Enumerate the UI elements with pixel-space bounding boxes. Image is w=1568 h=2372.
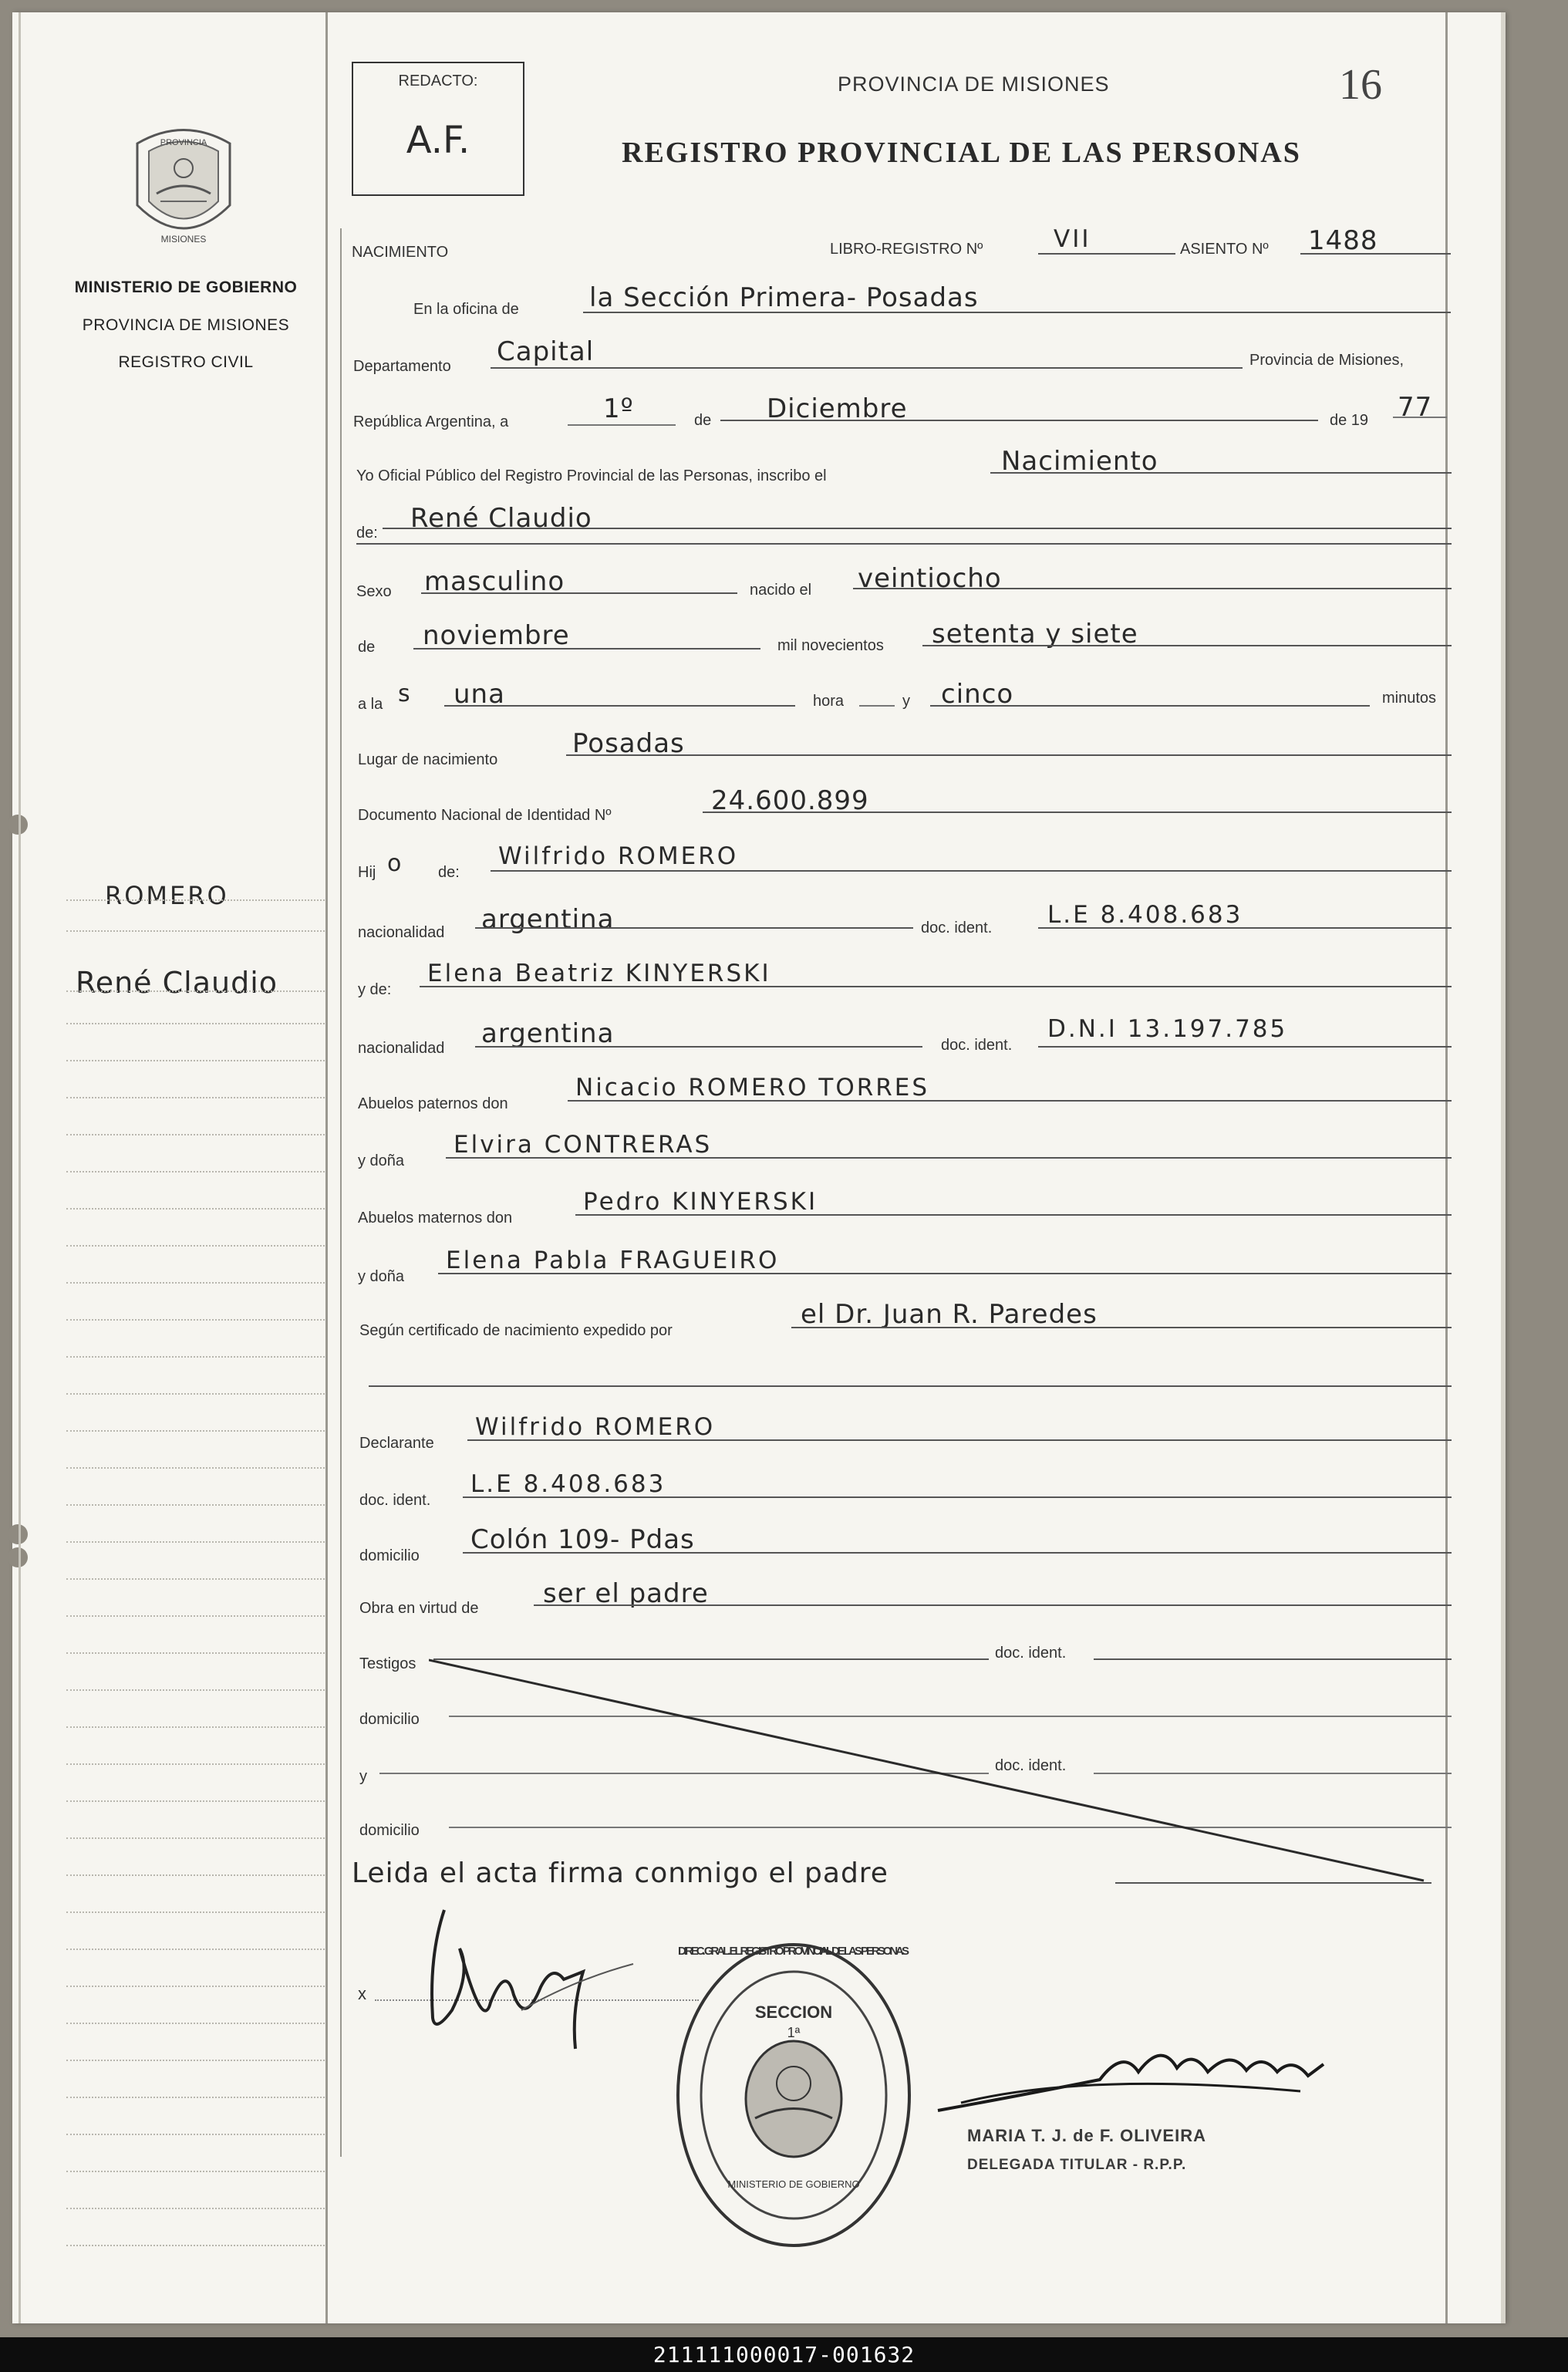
domicilio-line bbox=[463, 1552, 1452, 1554]
margin-line bbox=[66, 1911, 325, 1913]
official-signature bbox=[930, 2018, 1331, 2126]
margin-line bbox=[66, 1319, 325, 1321]
margin-line bbox=[66, 1245, 325, 1247]
de-nombre-value: René Claudio bbox=[410, 503, 592, 534]
declarante-doc-line bbox=[463, 1496, 1452, 1498]
certificado-line-2 bbox=[369, 1385, 1452, 1387]
margin-line bbox=[66, 1615, 325, 1617]
mes-line bbox=[720, 420, 1318, 421]
margin-line bbox=[66, 1208, 325, 1210]
margin-line bbox=[66, 990, 325, 992]
margin-line bbox=[66, 1393, 325, 1395]
domicilio-value: Colón 109- Pdas bbox=[470, 1524, 695, 1555]
declarante-doc-value: L.E 8.408.683 bbox=[470, 1470, 666, 1498]
de-label: de bbox=[694, 412, 712, 429]
registry-title: REGISTRO PROVINCIAL DE LAS PERSONAS bbox=[622, 137, 1301, 169]
abuela-mat-value: Elena Pabla FRAGUEIRO bbox=[446, 1247, 780, 1274]
lugar-label: Lugar de nacimiento bbox=[358, 751, 498, 768]
binder-hole bbox=[8, 1524, 28, 1544]
testigo1-doc-label: doc. ident. bbox=[995, 1645, 1067, 1662]
hijo-label: Hij bbox=[358, 864, 376, 881]
margin-given-names: René Claudio bbox=[76, 966, 278, 1000]
de-nombre-line bbox=[383, 528, 1452, 529]
hijo-suffix: o bbox=[387, 850, 403, 877]
madre-doc-value: D.N.I 13.197.785 bbox=[1047, 1015, 1288, 1043]
form-right-border bbox=[1445, 12, 1448, 2323]
margin-line bbox=[66, 1800, 325, 1802]
margin-line bbox=[66, 1430, 325, 1432]
declarant-signature bbox=[398, 1895, 652, 2072]
ministry-heading: MINISTERIO DE GOBIERNO bbox=[74, 278, 298, 296]
testigos-label: Testigos bbox=[359, 1655, 416, 1672]
dni-value: 24.600.899 bbox=[711, 785, 869, 816]
testigo1-domicilio-label: domicilio bbox=[359, 1711, 420, 1728]
abuela-mat-label: y doña bbox=[358, 1268, 405, 1285]
official-name: MARIA T. J. de F. OLIVEIRA bbox=[967, 2126, 1206, 2145]
oficial-label: Yo Oficial Público del Registro Provincial de las Personas, inscribo el bbox=[356, 467, 827, 484]
stamp-section-number: 1ª bbox=[787, 2025, 801, 2040]
obra-value: ser el padre bbox=[543, 1578, 709, 1609]
anio-value: 77 bbox=[1398, 392, 1433, 423]
hora-value: una bbox=[454, 679, 505, 710]
province-heading: PROVINCIA DE MISIONES bbox=[82, 316, 290, 334]
margin-line bbox=[66, 1097, 325, 1098]
stamp-section: SECCION bbox=[754, 2003, 833, 2022]
hora-line bbox=[444, 705, 795, 707]
margin-line bbox=[66, 930, 325, 932]
declarante-line bbox=[467, 1439, 1452, 1441]
minutos-line bbox=[930, 705, 1370, 707]
dni-label: Documento Nacional de Identidad Nº bbox=[358, 807, 612, 824]
nacido-line bbox=[853, 588, 1452, 589]
binder-hole bbox=[8, 1547, 28, 1567]
margin-line bbox=[66, 1467, 325, 1469]
margin-line bbox=[66, 1763, 325, 1765]
anio-line bbox=[1393, 417, 1447, 418]
margin-line bbox=[66, 1060, 325, 1061]
abuelos-mat-label: Abuelos maternos don bbox=[358, 1210, 513, 1226]
margin-line bbox=[66, 1282, 325, 1284]
hora-gap-line bbox=[859, 705, 895, 707]
padre-nac-label: nacionalidad bbox=[358, 924, 445, 941]
margin-line bbox=[66, 2060, 325, 2061]
libro-label: LIBRO-REGISTRO Nº bbox=[830, 241, 983, 258]
madre-value: Elena Beatriz KINYERSKI bbox=[427, 960, 771, 987]
margin-line bbox=[66, 1023, 325, 1024]
margin-line bbox=[66, 2097, 325, 2098]
oficina-line bbox=[583, 312, 1451, 313]
madre-nac-label: nacionalidad bbox=[358, 1040, 445, 1057]
dia-line bbox=[568, 424, 676, 426]
margin-line bbox=[66, 1949, 325, 1950]
yde-label: y de: bbox=[358, 981, 392, 998]
margin-line bbox=[66, 1356, 325, 1358]
alas-value: s bbox=[398, 680, 411, 707]
libro-value: VII bbox=[1054, 225, 1091, 253]
abuelo-pat-line bbox=[568, 1100, 1452, 1102]
margin-line bbox=[66, 1171, 325, 1173]
margin-line bbox=[66, 2134, 325, 2135]
mes-nac-value: noviembre bbox=[423, 620, 570, 651]
anio-label: de 19 bbox=[1330, 412, 1369, 429]
margin-line bbox=[66, 1652, 325, 1654]
testigos-cancel-line bbox=[429, 1655, 1431, 1887]
mil-value: setenta y siete bbox=[932, 619, 1138, 650]
seal-text-top: PROVINCIA bbox=[160, 138, 207, 147]
leida-value: Leida el acta firma conmigo el padre bbox=[352, 1857, 889, 1889]
margin-line bbox=[66, 1541, 325, 1543]
redacto-label: REDACTO: bbox=[398, 73, 478, 89]
padre-line bbox=[491, 870, 1452, 872]
margin-line bbox=[66, 2023, 325, 2024]
de-nombre-label: de: bbox=[356, 525, 378, 542]
certificado-line bbox=[791, 1327, 1452, 1328]
misiones-seal-icon bbox=[122, 120, 245, 259]
certificado-label: Según certificado de nacimiento expedido por bbox=[359, 1322, 673, 1339]
republica-label: República Argentina, a bbox=[353, 413, 509, 430]
oficina-value: la Sección Primera- Posadas bbox=[589, 282, 979, 313]
sexo-line bbox=[421, 592, 737, 594]
archive-code: 211111000017-001632 bbox=[0, 2337, 1568, 2372]
mes-value: Diciembre bbox=[767, 393, 908, 424]
margin-line bbox=[66, 1134, 325, 1135]
dni-line bbox=[703, 811, 1452, 813]
nacido-label: nacido el bbox=[750, 582, 812, 599]
redacto-initials: A.F. bbox=[406, 119, 470, 162]
madre-doc-label: doc. ident. bbox=[941, 1037, 1013, 1054]
madre-nac-line bbox=[475, 1046, 922, 1048]
padre-doc-label: doc. ident. bbox=[921, 919, 993, 936]
testigo2-y-label: y bbox=[359, 1768, 367, 1785]
mil-label: mil novecientos bbox=[777, 637, 884, 654]
oficial-value: Nacimiento bbox=[1001, 446, 1158, 477]
stamp-outer-text: DIREC. GRAL. EL REGISTRO PROVINCIAL DE LAS PERSONAS bbox=[678, 1945, 909, 1958]
nacido-value: veintiocho bbox=[858, 563, 1002, 594]
declarante-value: Wilfrido ROMERO bbox=[475, 1413, 716, 1441]
asiento-label: ASIENTO Nº bbox=[1180, 241, 1269, 258]
x-mark: x bbox=[358, 1984, 366, 2003]
madre-doc-line bbox=[1038, 1046, 1452, 1048]
nacimiento-label: NACIMIENTO bbox=[352, 244, 449, 261]
sexo-label: Sexo bbox=[356, 583, 392, 600]
oficial-line bbox=[990, 472, 1452, 474]
abuelos-pat-label: Abuelos paternos don bbox=[358, 1095, 508, 1112]
declarante-label: Declarante bbox=[359, 1435, 434, 1452]
abuela-pat-value: Elvira CONTRERAS bbox=[454, 1131, 713, 1159]
margin-line bbox=[66, 1874, 325, 1876]
page-number: 16 bbox=[1339, 61, 1382, 109]
madre-nac-value: argentina bbox=[481, 1018, 615, 1049]
margin-surname: ROMERO bbox=[105, 881, 229, 910]
civil-registry-heading: REGISTRO CIVIL bbox=[118, 353, 254, 371]
official-title: DELEGADA TITULAR - R.P.P. bbox=[967, 2157, 1187, 2173]
margin-line bbox=[66, 2245, 325, 2246]
margin-line bbox=[66, 1689, 325, 1691]
mil-line bbox=[922, 645, 1452, 646]
alas-label: a la bbox=[358, 696, 383, 713]
abuelo-mat-line bbox=[575, 1214, 1452, 1216]
oficina-label: En la oficina de bbox=[413, 301, 519, 318]
abuela-pat-line bbox=[446, 1157, 1452, 1159]
margin-line bbox=[66, 1986, 325, 1987]
provincia-label: Provincia de Misiones, bbox=[1249, 352, 1404, 369]
departamento-value: Capital bbox=[497, 336, 595, 367]
de2-label: de bbox=[358, 639, 376, 656]
lugar-line bbox=[566, 754, 1452, 756]
redacto-box bbox=[352, 62, 524, 196]
de-nombre-line-2 bbox=[356, 543, 1452, 545]
margin-line bbox=[66, 1504, 325, 1506]
declarante-doc-label: doc. ident. bbox=[359, 1492, 431, 1509]
leida-line bbox=[1115, 1882, 1431, 1884]
padre-doc-line bbox=[1038, 927, 1452, 929]
page-margin-line bbox=[19, 12, 21, 2323]
abuelo-pat-value: Nicacio ROMERO TORRES bbox=[575, 1074, 930, 1102]
hora-label: hora bbox=[813, 693, 845, 710]
form-left-border bbox=[340, 228, 342, 2157]
abuela-mat-line bbox=[438, 1273, 1452, 1274]
margin-line bbox=[66, 2171, 325, 2172]
padre-value: Wilfrido ROMERO bbox=[498, 842, 739, 870]
margin-line bbox=[66, 1578, 325, 1580]
registry-stamp bbox=[666, 1933, 921, 2257]
testigo2-domicilio-label: domicilio bbox=[359, 1822, 420, 1839]
domicilio-label: domicilio bbox=[359, 1547, 420, 1564]
dia-value: 1º bbox=[603, 393, 634, 424]
margin-line bbox=[66, 1726, 325, 1728]
y-label: y bbox=[902, 693, 910, 710]
binder-hole bbox=[8, 815, 28, 835]
libro-line bbox=[1038, 253, 1175, 255]
departamento-line bbox=[491, 367, 1243, 369]
madre-line bbox=[420, 986, 1452, 987]
minutos-label: minutos bbox=[1382, 690, 1437, 707]
padre-nac-value: argentina bbox=[481, 904, 615, 935]
asiento-line bbox=[1300, 253, 1451, 255]
margin-line bbox=[66, 899, 325, 901]
margin-line bbox=[66, 1837, 325, 1839]
testigo2-doc-label: doc. ident. bbox=[995, 1757, 1067, 1774]
hijo-de-label: de: bbox=[438, 864, 460, 881]
sexo-value: masculino bbox=[424, 566, 565, 597]
obra-label: Obra en virtud de bbox=[359, 1600, 479, 1617]
asiento-value: 1488 bbox=[1308, 225, 1378, 256]
minutos-value: cinco bbox=[941, 679, 1014, 710]
padre-doc-value: L.E 8.408.683 bbox=[1047, 901, 1243, 929]
certificado-value: el Dr. Juan R. Paredes bbox=[801, 1299, 1098, 1330]
stamp-ministry: MINISTERIO DE GOBIERNO bbox=[727, 2178, 860, 2190]
register-page bbox=[12, 12, 1506, 2323]
padre-nac-line bbox=[475, 927, 913, 929]
margin-line bbox=[66, 2208, 325, 2209]
departamento-label: Departamento bbox=[353, 358, 451, 375]
mes-nac-line bbox=[413, 648, 760, 650]
abuelo-mat-value: Pedro KINYERSKI bbox=[583, 1188, 818, 1216]
seal-text-bottom: MISIONES bbox=[160, 234, 207, 245]
lugar-value: Posadas bbox=[572, 728, 685, 759]
province-title: PROVINCIA DE MISIONES bbox=[838, 73, 1110, 96]
obra-line bbox=[534, 1604, 1452, 1606]
abuela-pat-label: y doña bbox=[358, 1152, 405, 1169]
